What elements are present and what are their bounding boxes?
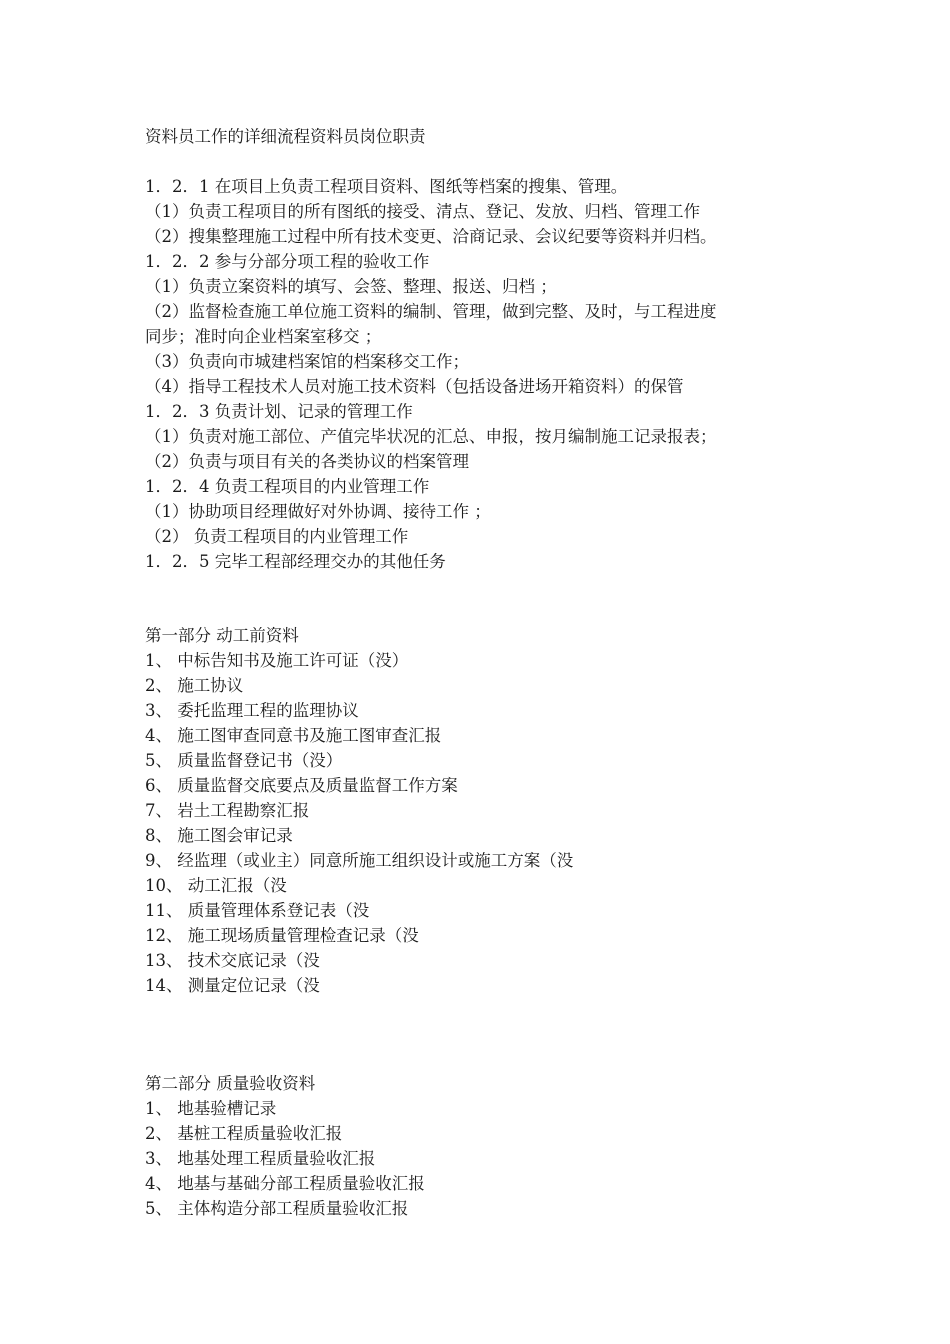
list-item: 5、 质量监督登记书（没） bbox=[145, 751, 343, 770]
list-item: 13、 技术交底记录（没 bbox=[145, 951, 320, 970]
duty-line: （1）负责对施工部位、产值完毕状况的汇总、申报，按月编制施工记录报表； bbox=[145, 427, 717, 446]
document-title: 资料员工作的详细流程资料员岗位职责 bbox=[145, 127, 426, 146]
list-item: 14、 测量定位记录（没 bbox=[145, 976, 320, 995]
duty-line: （4）指导工程技术人员对施工技术资料（包括设备进场开箱资料）的保管 bbox=[145, 377, 684, 396]
part2-heading: 第二部分 质量验收资料 bbox=[145, 1074, 316, 1093]
duty-line: 1．2．3 负责计划、记录的管理工作 bbox=[145, 402, 413, 421]
duty-line: （2）负责与项目有关的各类协议的档案管理 bbox=[145, 452, 469, 471]
duty-line: （2）搜集整理施工过程中所有技术变更、洽商记录、会议纪要等资料并归档。 bbox=[145, 227, 717, 246]
duty-line: （1）协助项目经理做好对外协调、接待工作 ； bbox=[145, 502, 491, 521]
list-item: 7、 岩土工程勘察汇报 bbox=[145, 801, 310, 820]
list-item: 8、 施工图会审记录 bbox=[145, 826, 293, 845]
list-item: 12、 施工现场质量管理检查记录（没 bbox=[145, 926, 419, 945]
list-item: 1、 地基验槽记录 bbox=[145, 1099, 277, 1118]
list-item: 2、 基桩工程质量验收汇报 bbox=[145, 1124, 343, 1143]
duty-line: 同步；准时向企业档案室移交 ； bbox=[145, 327, 382, 346]
duty-line: （2） 负责工程项目的内业管理工作 bbox=[145, 527, 409, 546]
duty-line: 1．2．5 完毕工程部经理交办的其他任务 bbox=[145, 552, 446, 571]
duties-section bbox=[145, 174, 845, 574]
list-item: 2、 施工协议 bbox=[145, 676, 244, 695]
duty-line: （3）负责向市城建档案馆的档案移交工作； bbox=[145, 352, 469, 371]
duty-line: 1．2．2 参与分部分项工程的验收工作 bbox=[145, 252, 430, 271]
document-title-block bbox=[145, 124, 845, 149]
list-item: 10、 动工汇报（没 bbox=[145, 876, 287, 895]
part1-heading: 第一部分 动工前资料 bbox=[145, 626, 299, 645]
duty-line: （2）监督检查施工单位施工资料的编制、管理，做到完整、及时，与工程进度 bbox=[145, 302, 717, 321]
duty-line: 1．2．4 负责工程项目的内业管理工作 bbox=[145, 477, 430, 496]
part2-section bbox=[145, 1071, 845, 1221]
list-item: 4、 施工图审查同意书及施工图审查汇报 bbox=[145, 726, 442, 745]
part1-section bbox=[145, 623, 845, 998]
list-item: 1、 中标告知书及施工许可证（没） bbox=[145, 651, 409, 670]
list-item: 9、 经监理（或业主）同意所施工组织设计或施工方案（没 bbox=[145, 851, 574, 870]
list-item: 5、 主体构造分部工程质量验收汇报 bbox=[145, 1199, 409, 1218]
list-item: 6、 质量监督交底要点及质量监督工作方案 bbox=[145, 776, 458, 795]
list-item: 4、 地基与基础分部工程质量验收汇报 bbox=[145, 1174, 425, 1193]
list-item: 3、 委托监理工程的监理协议 bbox=[145, 701, 359, 720]
list-item: 11、 质量管理体系登记表（没 bbox=[145, 901, 370, 920]
duty-line: （1）负责工程项目的所有图纸的接受、清点、登记、发放、归档、管理工作 bbox=[145, 202, 700, 221]
duty-line: （1）负责立案资料的填写、会签、整理、报送、归档 ； bbox=[145, 277, 557, 296]
list-item: 3、 地基处理工程质量验收汇报 bbox=[145, 1149, 376, 1168]
duty-line: 1．2．1 在项目上负责工程项目资料、图纸等档案的搜集、管理。 bbox=[145, 177, 628, 196]
